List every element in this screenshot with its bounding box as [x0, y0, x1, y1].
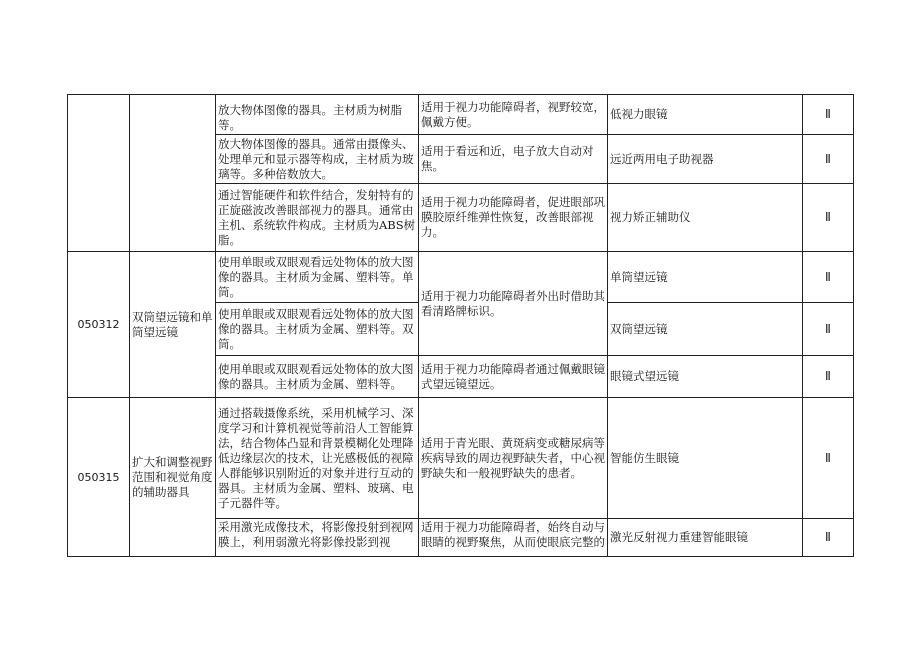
intended-use-cell: 适用于看远和近，电子放大自动对焦。 [419, 135, 608, 184]
description-cell: 使用单眼或双眼观看远处物体的放大图像的器具。主材质为金属、塑料等。单筒。 [216, 252, 419, 303]
product-name-cell: 远近两用电子助视器 [608, 135, 803, 184]
code-cell: 050312 [68, 252, 130, 398]
intended-use-cell: 适用于青光眼、黄斑病变或糖尿病等疾病导致的周边视野缺失者，中心视野缺失和一般视野缺失的患者。 [419, 398, 608, 519]
table-row [68, 252, 854, 303]
intended-use-cell: 适用于视力功能障碍者，视野较宽，佩戴方便。 [419, 95, 608, 135]
product-name-cell: 单筒望远镜 [608, 252, 803, 303]
class-cell: Ⅱ [803, 398, 854, 519]
intended-use-cell: 适用于视力功能障碍者，始终自动与眼睛的视野聚焦，从而使眼底完整的 [419, 519, 608, 557]
class-cell: Ⅱ [803, 356, 854, 398]
class-cell: Ⅱ [803, 135, 854, 184]
description-cell: 通过搭载摄像系统，采用机械学习、深度学习和计算机视觉等前沿人工智能算法，结合物体凸显和背景模糊化处理降低边缘层次的技术，让光感极低的视障人群能够识别附近的对象并进行互动的器具。主材质为金属、塑料、玻璃、电子元器件等。 [216, 398, 419, 519]
table-row [68, 95, 854, 135]
product-name-cell: 低视力眼镜 [608, 95, 803, 135]
code-cell [68, 95, 130, 252]
intended-use-cell: 适用于视力功能障碍者外出时借助其看清路牌标识。 [419, 252, 608, 356]
name-cell: 双筒望远镜和单筒望远镜 [130, 252, 216, 398]
class-cell: Ⅱ [803, 95, 854, 135]
class-cell: Ⅱ [803, 252, 854, 303]
product-name-cell: 眼镜式望远镜 [608, 356, 803, 398]
description-cell: 使用单眼或双眼观看远处物体的放大图像的器具。主材质为金属、塑料等。双筒。 [216, 303, 419, 356]
product-name-cell: 激光反射视力重建智能眼镜 [608, 519, 803, 557]
description-cell: 采用激光成像技术，将影像投射到视网膜上，利用弱激光将影像投影到视 [216, 519, 419, 557]
product-name-cell: 视力矫正辅助仪 [608, 184, 803, 252]
product-name-cell: 智能仿生眼镜 [608, 398, 803, 519]
class-cell: Ⅱ [803, 303, 854, 356]
name-cell: 扩大和调整视野范围和视觉角度的辅助器具 [130, 398, 216, 557]
class-cell: Ⅱ [803, 184, 854, 252]
class-cell: Ⅱ [803, 519, 854, 557]
code-cell: 050315 [68, 398, 130, 557]
description-cell: 放大物体图像的器具。主材质为树脂等。 [216, 95, 419, 135]
device-catalog-table [67, 94, 854, 557]
name-cell [130, 95, 216, 252]
description-cell: 使用单眼或双眼观看远处物体的放大图像的器具。主材质为金属、塑料等。 [216, 356, 419, 398]
description-cell: 通过智能硬件和软件结合，发射特有的正旋磁波改善眼部视力的器具。通常由主机、系统软件构成。主材质为ABS树脂。 [216, 184, 419, 252]
intended-use-cell: 适用于视力功能障碍者，促进眼部巩膜胶原纤维弹性恢复，改善眼部视力。 [419, 184, 608, 252]
description-cell: 放大物体图像的器具。通常由摄像头、处理单元和显示器等构成，主材质为玻璃等。多种倍数放大。 [216, 135, 419, 184]
table-row [68, 398, 854, 519]
intended-use-cell: 适用于视力功能障碍者通过佩戴眼镜式望远镜望远。 [419, 356, 608, 398]
product-name-cell: 双筒望远镜 [608, 303, 803, 356]
